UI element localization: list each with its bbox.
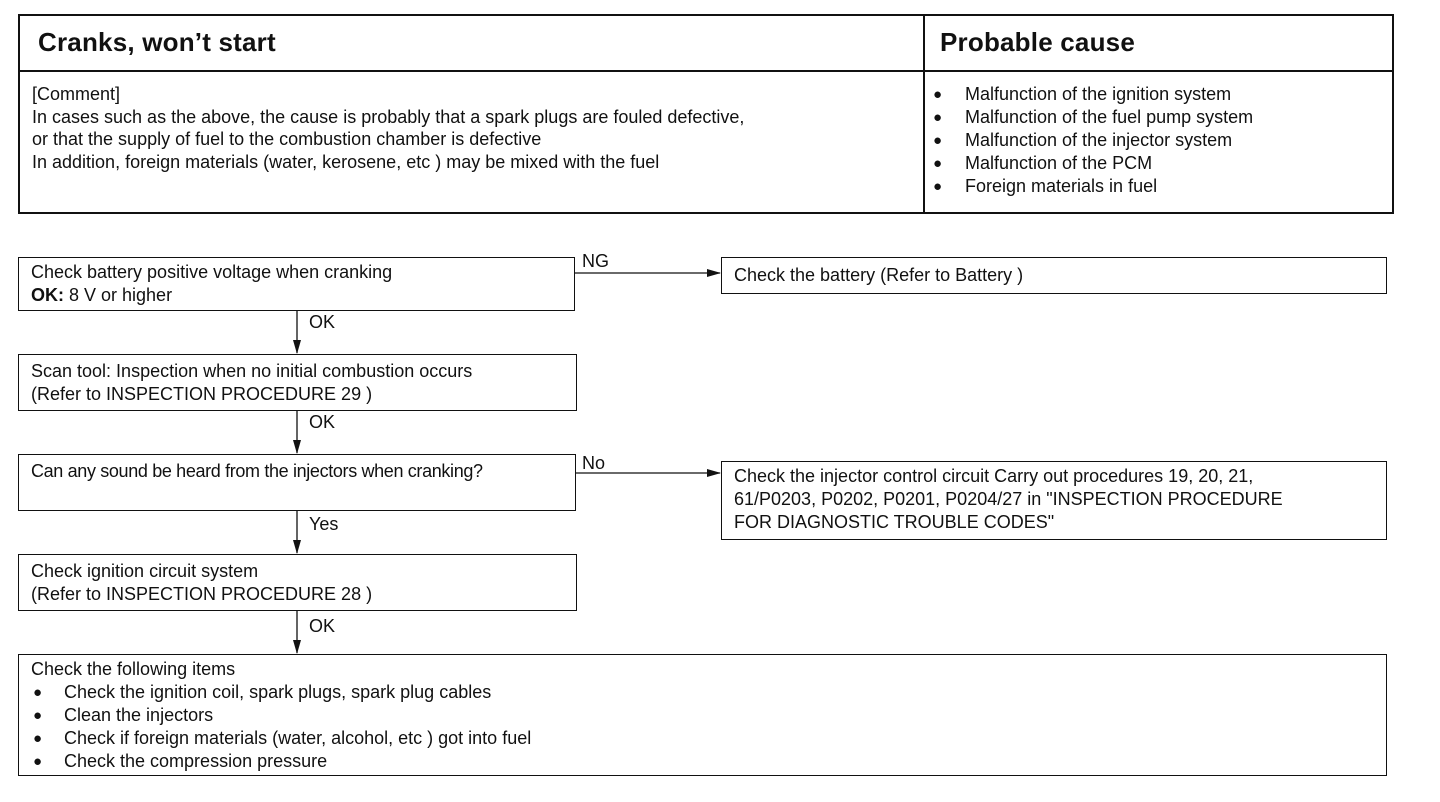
bullet-icon: ●: [33, 707, 43, 724]
step3-line1: Can any sound be heard from the injectors when cranking?: [31, 461, 483, 481]
bullet-icon: ●: [933, 109, 943, 126]
cause-item: ● Malfunction of the ignition system: [933, 84, 1232, 104]
step4-line2: (Refer to INSPECTION PROCEDURE 28 ): [31, 584, 373, 604]
final-check-items: [18, 654, 1387, 776]
bullet-icon: ●: [33, 730, 43, 747]
injector-action-line2: 61/P0203, P0202, P0201, P0204/27 in "INSPECTION PROCEDURE: [734, 489, 1283, 509]
probable-cause-title: Probable cause: [940, 27, 1135, 57]
step1-line1: Check battery positive voltage when cranking: [31, 262, 393, 282]
ok-label-1: OK: [309, 312, 336, 332]
cause-item: ● Malfunction of the injector system: [933, 130, 1233, 150]
step-injector-sound: [18, 454, 576, 511]
final-item: ● Clean the injectors: [33, 705, 214, 725]
step2-line1: Scan tool: Inspection when no initial combustion occurs: [31, 361, 473, 381]
action-check-battery-text: Check the battery (Refer to Battery ): [734, 265, 1024, 285]
cause-item: ● Malfunction of the PCM: [933, 153, 1153, 173]
ok-criterion-label: OK:: [31, 285, 64, 305]
final-title: Check the following items: [31, 659, 236, 679]
ok-criterion-value: 8 V or higher: [64, 285, 173, 305]
no-label: No: [582, 453, 606, 473]
final-item: ● Check the compression pressure: [33, 751, 328, 771]
action-check-injector-circuit: [721, 461, 1387, 540]
step2-line2: (Refer to INSPECTION PROCEDURE 29 ): [31, 384, 373, 404]
cause-item: ● Foreign materials in fuel: [933, 176, 1158, 196]
comment-line-2: or that the supply of fuel to the combustion chamber is defective: [32, 129, 542, 149]
comment-label: [Comment]: [32, 84, 121, 104]
final-item: ● Check if foreign materials (water, alcohol, etc ) got into fuel: [33, 728, 532, 748]
bullet-icon: ●: [933, 86, 943, 103]
comment-line-3: In addition, foreign materials (water, kerosene, etc ) may be mixed with the fuel: [32, 151, 660, 172]
final-item: ● Check the ignition coil, spark plugs, spark plug cables: [33, 682, 492, 702]
yes-label: Yes: [309, 514, 339, 534]
step-scan-tool: [18, 354, 577, 411]
step4-line1: Check ignition circuit system: [31, 561, 259, 581]
injector-action-line3: FOR DIAGNOSTIC TROUBLE CODES": [734, 512, 1055, 532]
final-item-list: [31, 681, 1374, 773]
bullet-icon: ●: [33, 753, 43, 770]
step-ignition-circuit: [18, 554, 577, 611]
symptom-title: Cranks, won’t start: [38, 27, 276, 57]
bullet-icon: ●: [933, 155, 943, 172]
bullet-icon: ●: [933, 178, 943, 195]
injector-action-line1: Check the injector control circuit Carry out procedures 19, 20, 21,: [734, 466, 1254, 486]
ok-label-3: OK: [309, 616, 336, 636]
ng-label: NG: [582, 251, 609, 271]
action-check-battery: [721, 257, 1387, 294]
cause-item: ● Malfunction of the fuel pump system: [933, 107, 1254, 127]
ok-label-2: OK: [309, 412, 336, 432]
bullet-icon: ●: [933, 132, 943, 149]
step-check-battery-voltage: [18, 257, 575, 311]
comment-line-1: In cases such as the above, the cause is probably that a spark plugs are fouled defective,: [32, 106, 745, 127]
bullet-icon: ●: [33, 684, 43, 701]
